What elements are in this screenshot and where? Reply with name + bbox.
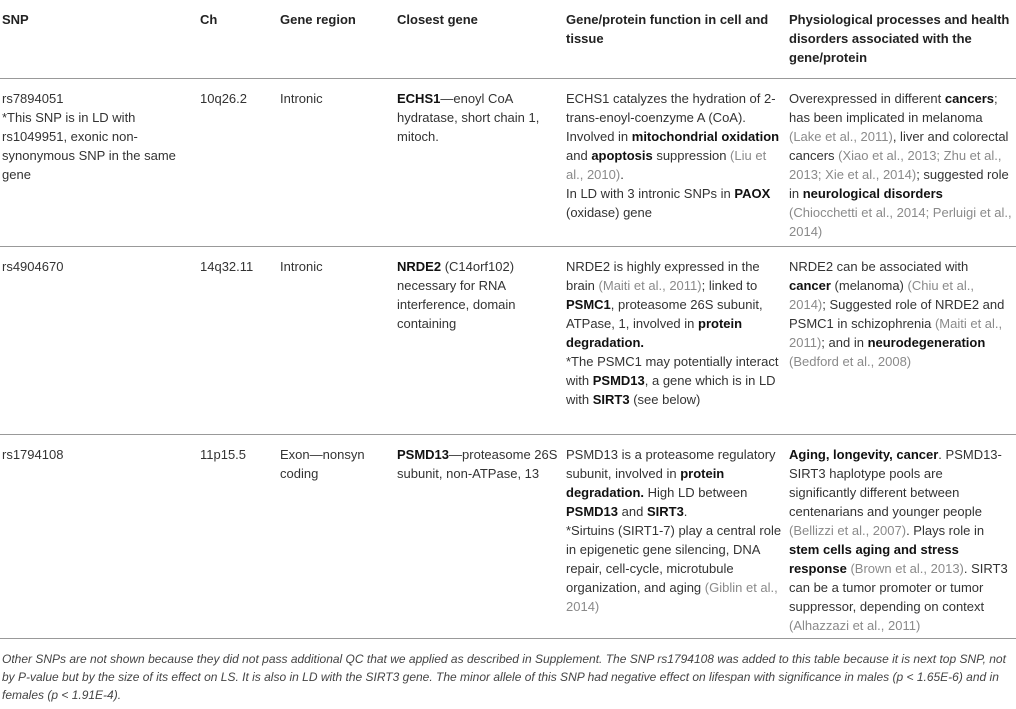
physiology-cell bbox=[787, 246, 1016, 434]
text: . bbox=[620, 166, 624, 182]
gene-desc: —proteasome 26S subunit, non-ATPase, 13 bbox=[397, 446, 558, 481]
bold-term: mitochondrial oxidation bbox=[631, 128, 780, 144]
snp-cell bbox=[0, 246, 198, 434]
bold-term: apoptosis bbox=[591, 147, 653, 163]
bold-term: neurological disorders bbox=[802, 185, 943, 201]
snp-cell bbox=[0, 434, 198, 638]
gene-desc: —enoyl CoA hydratase, short chain 1, mitoch. bbox=[397, 90, 540, 144]
text: , proteasome 26S subunit, ATPase, 1, involved in bbox=[566, 296, 763, 331]
function-line bbox=[566, 352, 783, 409]
table-row bbox=[0, 434, 1016, 638]
citation: (Maiti et al., 2011) bbox=[598, 277, 702, 293]
citation: (Bedford et al., 2008) bbox=[789, 353, 912, 369]
snp-id: rs7894051 bbox=[2, 90, 64, 106]
table-row bbox=[0, 246, 1016, 434]
citation: (Bellizzi et al., 2007) bbox=[789, 522, 907, 538]
text: ; has been implicated in melanoma bbox=[789, 90, 998, 125]
text: ; and in bbox=[821, 334, 868, 350]
gene-region-cell: Exon—nonsyn coding bbox=[278, 434, 395, 638]
bold-term: cancer bbox=[789, 277, 831, 293]
citation: (Maiti et al., 2011) bbox=[789, 315, 1003, 350]
physiology-cell bbox=[787, 78, 1016, 246]
bold-term: neurodegeneration bbox=[867, 334, 986, 350]
text: . bbox=[683, 503, 688, 519]
gene-name: NRDE2 bbox=[397, 258, 442, 274]
citation: (Lake et al., 2011) bbox=[789, 128, 893, 144]
citation: (Alhazzazi et al., 2011) bbox=[789, 617, 921, 633]
text: , a gene which is in LD with bbox=[566, 372, 776, 407]
physiology-cell bbox=[787, 434, 1016, 638]
text: High LD between bbox=[644, 484, 748, 500]
bold-term: cancers bbox=[944, 90, 994, 106]
bold-term: stem cells aging and stress response bbox=[789, 541, 959, 576]
function-cell bbox=[564, 246, 787, 434]
chromosome-cell: 11p15.5 bbox=[198, 434, 278, 638]
text: ECHS1 catalyzes the hydration of 2-trans-enoyl-coenzyme A (CoA). Involved in bbox=[566, 90, 776, 144]
header-closest-gene: Closest gene bbox=[395, 0, 564, 78]
citation: (Giblin et al., 2014) bbox=[566, 579, 778, 614]
text: ; Suggested role of NRDE2 and PSMC1 in schizophrenia bbox=[789, 296, 1005, 331]
header-snp: SNP bbox=[0, 0, 198, 78]
text: and bbox=[618, 503, 647, 519]
gene-name: ECHS1 bbox=[397, 90, 441, 106]
function-line bbox=[566, 184, 783, 222]
citation: (Chiu et al., 2014) bbox=[789, 277, 974, 312]
text: ; suggested role in bbox=[789, 166, 1009, 201]
bold-term: PSMD13 bbox=[566, 503, 619, 519]
header-row bbox=[0, 0, 1016, 78]
gene-name: PSMD13 bbox=[397, 446, 450, 462]
bold-term: PSMC1 bbox=[566, 296, 611, 312]
chromosome-cell: 10q26.2 bbox=[198, 78, 278, 246]
text: , liver and colorectal cancers bbox=[789, 128, 1009, 163]
header-ch: Ch bbox=[198, 0, 278, 78]
text: ; linked to bbox=[701, 277, 758, 293]
snp-note: *This SNP is in LD with rs1049951, exonic non-synonymous SNP in the same gene bbox=[2, 109, 176, 182]
closest-gene-cell bbox=[395, 78, 564, 246]
bold-term: SIRT3 bbox=[592, 391, 630, 407]
bold-term: protein degradation. bbox=[566, 315, 743, 350]
snp-cell bbox=[0, 78, 198, 246]
text: Overexpressed in different bbox=[789, 90, 945, 106]
function-cell bbox=[564, 434, 787, 638]
gene-region-cell: Intronic bbox=[278, 246, 395, 434]
text: *The PSMC1 may potentially interact with bbox=[566, 353, 779, 388]
text: suppression bbox=[652, 147, 731, 163]
table-row bbox=[0, 78, 1016, 246]
header-physiology: Physiological processes and health disorders associated with the gene/protein bbox=[787, 0, 1016, 78]
bold-term: SIRT3 bbox=[646, 503, 684, 519]
bold-term: protein degradation. bbox=[566, 465, 725, 500]
function-cell bbox=[564, 78, 787, 246]
text: NRDE2 can be associated with bbox=[789, 258, 969, 274]
text: (melanoma) bbox=[830, 277, 908, 293]
text: *Sirtuins (SIRT1-7) play a central role in epigenetic gene silencing, DNA repair, cell-cycle, microtubule organization, and aging bbox=[566, 522, 782, 595]
gene-region-cell: Intronic bbox=[278, 78, 395, 246]
table-footnote: Other SNPs are not shown because they did not pass additional QC that we applied as described in Supplement. The SNP rs1794108 was added to this table because it is next top SNP, not by P-value but by the size of its effect on LS. It is also in LD with the SIRT3 gene. The minor allele of this SNP had negative effect on lifespan with significance in males (p < 1.65E-6) and in females (p < 1.91E-4). bbox=[2, 652, 1006, 702]
bold-term: Aging, longevity, cancer bbox=[789, 446, 939, 462]
bold-term: PAOX bbox=[734, 185, 771, 201]
chromosome-cell: 14q32.11 bbox=[198, 246, 278, 434]
closest-gene-cell bbox=[395, 246, 564, 434]
text: (oxidase) gene bbox=[566, 204, 652, 220]
text: (see below) bbox=[629, 391, 701, 407]
text: . SIRT3 can be a tumor promoter or tumor suppressor, depending on context bbox=[789, 560, 1008, 614]
snp-id: rs4904670 bbox=[2, 258, 64, 274]
snp-id: rs1794108 bbox=[2, 446, 64, 462]
function-line bbox=[566, 521, 783, 616]
gene-desc: (C14orf102) necessary for RNA interference, domain containing bbox=[397, 258, 516, 331]
text: NRDE2 is highly expressed in the brain bbox=[566, 258, 760, 293]
header-gene-region: Gene region bbox=[278, 0, 395, 78]
citation: (Brown et al., 2013) bbox=[850, 560, 964, 576]
citation: (Chiocchetti et al., 2014; Perluigi et al., 2014) bbox=[789, 204, 1012, 239]
citation: (Liu et al., 2010) bbox=[566, 147, 767, 182]
header-function: Gene/protein function in cell and tissue bbox=[564, 0, 787, 78]
closest-gene-cell bbox=[395, 434, 564, 638]
text: PSMD13 is a proteasome regulatory subunit, involved in bbox=[566, 446, 776, 481]
citation: (Xiao et al., 2013; Zhu et al., 2013; Xie et al., 2014) bbox=[789, 147, 1002, 182]
text: In LD with 3 intronic SNPs in bbox=[566, 185, 735, 201]
bold-term: PSMD13 bbox=[592, 372, 645, 388]
text: . PSMD13-SIRT3 haplotype pools are significantly different between centenarians and younger people bbox=[789, 446, 1002, 519]
text: . Plays role in bbox=[906, 522, 985, 538]
text: and bbox=[566, 147, 592, 163]
